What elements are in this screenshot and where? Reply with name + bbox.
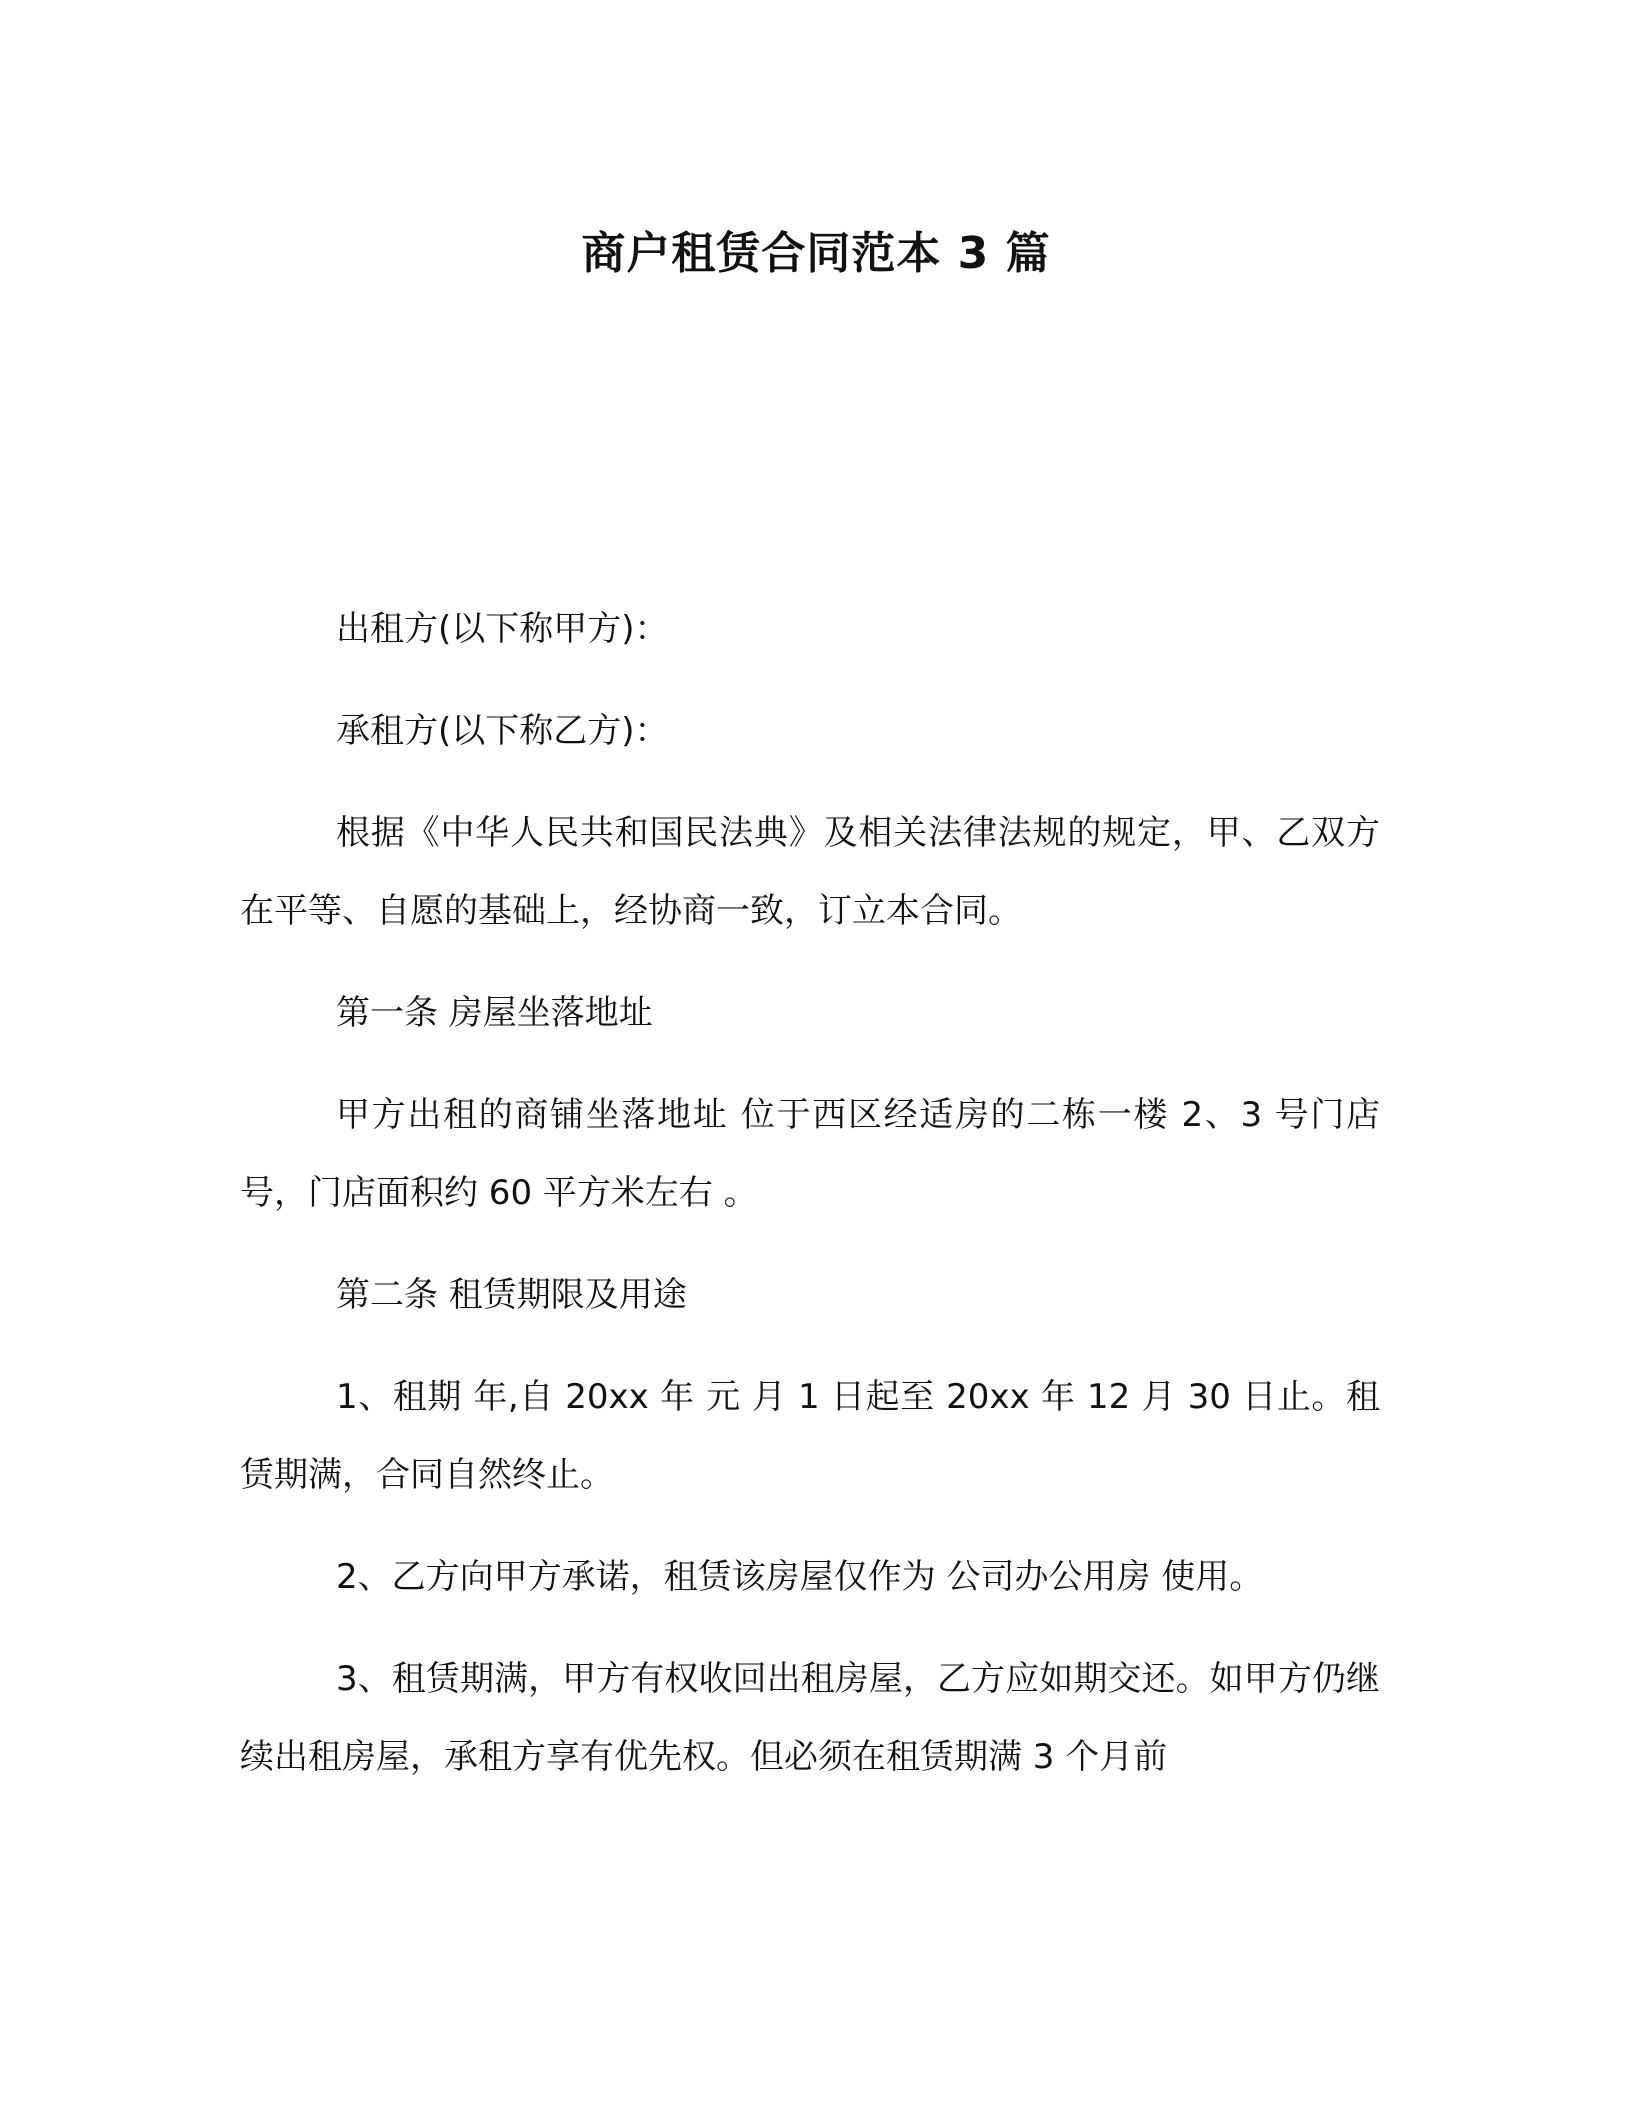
heading-article-1: 第一条 房屋坐落地址 — [336, 993, 653, 1033]
paragraph-lessee: 承租方(以下称乙方)： — [336, 711, 669, 751]
document-title: 商户租赁合同范本 3 篇 — [581, 228, 1051, 279]
paragraph-expiry: 3、租赁期满，甲方有权收回出租房屋，乙方应如期交还。如甲方仍继续出租房屋，承租方享有优先权。但必须在租赁期满 3 个月前 — [240, 1659, 1380, 1777]
paragraph-preamble: 根据《中华人民共和国民法典》及相关法律法规的规定，甲、乙双方在平等、自愿的基础上，经协商一致，订立本合同。 — [240, 813, 1380, 931]
document-body — [240, 590, 1380, 1820]
paragraph-lessor: 出租方(以下称甲方)： — [336, 609, 669, 649]
paragraph-term: 1、租期 年,自 20xx 年 元 月 1 日起至 20xx 年 12 月 30 日止。租赁期满，合同自然终止。 — [240, 1377, 1380, 1495]
heading-article-2: 第二条 租赁期限及用途 — [336, 1275, 687, 1315]
paragraph-usage: 2、乙方向甲方承诺，租赁该房屋仅作为 公司办公用房 使用。 — [336, 1557, 1264, 1597]
paragraph-article-1: 甲方出租的商铺坐落地址 位于西区经适房的二栋一楼 2、3 号门店 号，门店面积约 60 平方米左右 。 — [240, 1095, 1380, 1213]
